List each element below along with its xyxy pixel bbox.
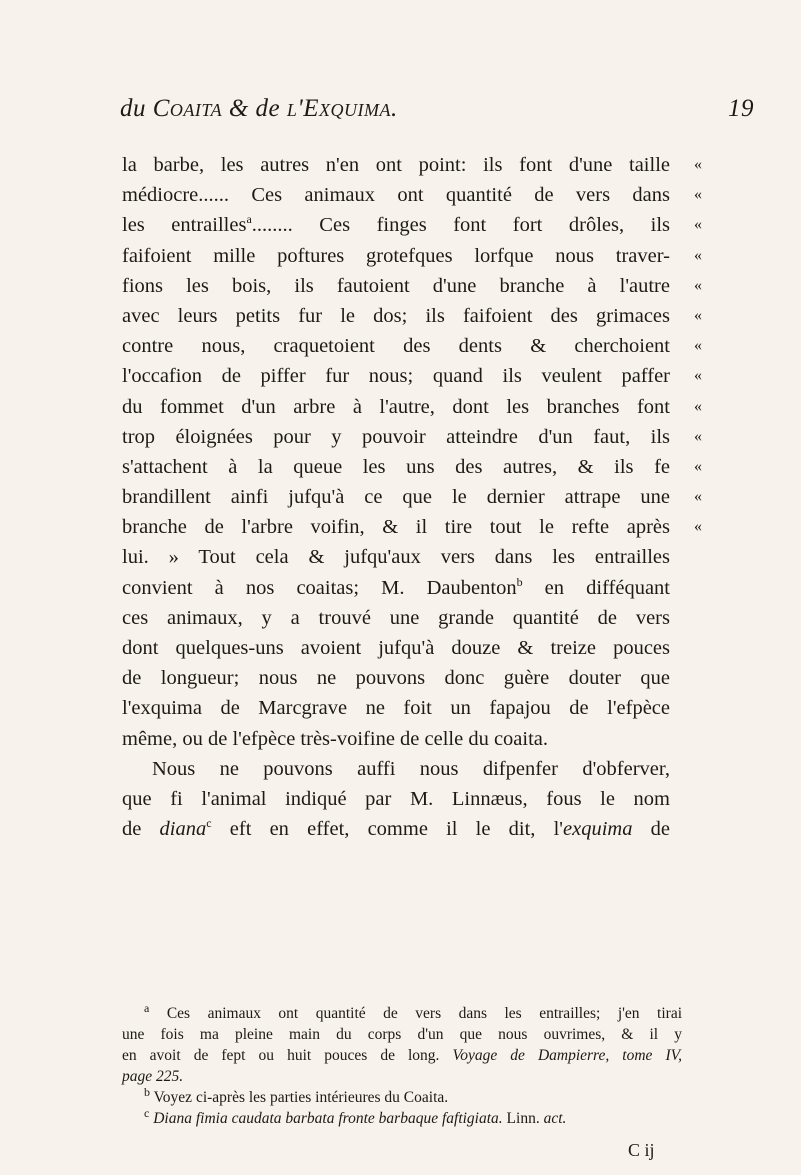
text-line-content: s'attachent à la queue les uns des autres, & ils fe: [122, 455, 670, 478]
text-line: [122, 150, 702, 180]
text-line-content: les entrailles: [122, 214, 247, 237]
text-line: [122, 210, 702, 240]
footnotes: [122, 1000, 683, 1129]
text-line: [122, 724, 670, 754]
text-line-content: brandillent ainfi jufqu'à ce que le dernier attrape une: [122, 486, 670, 509]
text-line-content: convient à nos coaitas; M. Daubenton: [122, 576, 517, 599]
quotation-guillemet: «: [694, 306, 702, 324]
italic-word: diana: [159, 818, 207, 841]
text-line: [122, 361, 702, 391]
quotation-guillemet: «: [694, 488, 702, 506]
footnote-c-text: Diana fimia caudata barbata fronte barbaque faftigiata.: [153, 1110, 503, 1127]
text-line: [122, 241, 702, 271]
signature-mark: C ij: [628, 1140, 655, 1160]
body-text: [122, 150, 702, 844]
running-head-amp: &: [228, 95, 249, 122]
text-line-continuation: en difféquant: [522, 576, 670, 599]
page-number: 19: [728, 95, 754, 122]
footnote-a-citation: Voyage de Dampierre, tome IV,: [452, 1047, 682, 1064]
text-line-content: dont quelques-uns avoient jufqu'à douze & treize pouces: [122, 637, 670, 659]
quotation-guillemet: «: [694, 427, 702, 445]
text-line: [122, 693, 670, 723]
text-line-tail: de: [632, 818, 671, 841]
text-line-continuation: eft en effet, comme il le dit, l': [211, 818, 564, 841]
text-line: [122, 482, 702, 512]
text-line: [122, 331, 702, 361]
footnote-c-line: [122, 1105, 682, 1129]
text-line-content: la barbe, les autres n'en ont point: ils font d'une taille: [122, 154, 670, 176]
footnote-c-marker: c: [144, 1105, 150, 1120]
quotation-guillemet: «: [694, 457, 702, 475]
text-line-content: de longueur; nous ne pouvons donc guère douter que: [122, 667, 670, 690]
quotation-guillemet: «: [694, 276, 702, 294]
text-line-content: même, ou de l'efpèce très-voifine de celle du coaita.: [122, 727, 549, 750]
text-line-content: lui. » Tout cela & jufqu'aux vers dans les entrailles: [122, 546, 670, 569]
text-line-content: du fommet d'un arbre à l'autre, dont les branches font: [122, 395, 670, 418]
text-line-content: ces animaux, y a trouvé une grande quantité de vers: [122, 606, 670, 629]
text-line-content: médiocre...... Ces animaux ont quantité de vers dans: [122, 184, 670, 207]
text-line-content: branche de l'arbre voifin, & il tire tout le refte après: [122, 516, 670, 539]
text-line-content: que fi l'animal indiqué par M. Linnæus, fous le nom: [122, 787, 670, 810]
running-head-coaita: Coaita: [152, 95, 223, 122]
text-line: [122, 271, 702, 301]
running-head-exquima: l'Exquima.: [286, 95, 398, 122]
footnote-a-line: [122, 1000, 683, 1024]
text-line: [122, 452, 702, 482]
quotation-guillemet: «: [694, 186, 702, 204]
footnote-a-line-3: [122, 1045, 682, 1066]
quotation-guillemet: «: [694, 518, 702, 536]
text-line-content: avec leurs petits fur le dos; ils faifoient des grimaces: [122, 304, 670, 327]
text-line: [122, 512, 702, 542]
text-line: [122, 663, 670, 693]
text-line-content: de: [122, 818, 160, 841]
quotation-guillemet: «: [694, 337, 702, 355]
italic-word: exquima: [563, 818, 633, 841]
running-head-de: de: [255, 95, 281, 122]
quotation-guillemet: «: [694, 397, 702, 415]
quotation-guillemet: «: [694, 156, 702, 173]
quotation-guillemet: «: [694, 246, 702, 264]
text-line: [122, 301, 702, 331]
text-line-continuation: ........ Ces finges font fort drôles, ils: [251, 214, 670, 237]
footnote-reference: c: [206, 816, 212, 831]
text-line: [122, 754, 670, 784]
text-line: [122, 633, 670, 663]
text-line: [122, 392, 702, 422]
footnote-a-text-2: une fois ma pleine main du corps d'un que nous ouvrimes, & il y: [122, 1026, 682, 1043]
text-line: [122, 542, 670, 572]
footnote-a-text-3: en avoit de fept ou huit pouces de long.: [122, 1047, 440, 1064]
text-line: [122, 784, 670, 814]
text-line: [122, 603, 670, 633]
footnote-b-marker: b: [144, 1084, 150, 1099]
quotation-guillemet: «: [694, 216, 702, 234]
running-head: [120, 95, 754, 123]
footnote-reference: b: [516, 574, 523, 589]
text-line-content: faifoient mille poftures grotefques lorfque nous traver-: [122, 244, 670, 267]
footnote-a-text-1: Ces animaux ont quantité de vers dans les entrailles; j'en tirai: [166, 1005, 683, 1022]
footnote-a-line-4: [122, 1066, 682, 1087]
text-line: [122, 180, 702, 210]
footnote-b-line: [122, 1084, 682, 1108]
footnote-a-marker: a: [144, 1000, 150, 1015]
footnote-b-text: Voyez ci-après les parties intérieures du Coaita.: [153, 1089, 449, 1106]
text-line-content: l'occafion de piffer fur nous; quand ils veulent paffer: [122, 365, 670, 388]
text-line: [122, 422, 702, 452]
running-head-du: du: [120, 95, 146, 122]
quotation-guillemet: «: [694, 367, 702, 385]
footnote-a-page: page 225.: [122, 1068, 184, 1085]
text-line-content: fions les bois, ils fautoient d'une branche à l'autre: [122, 274, 670, 297]
footnote-reference: a: [246, 212, 252, 227]
text-line: [122, 814, 670, 844]
text-line-content: Nous ne pouvons auffi nous difpenfer d'obferver,: [152, 757, 670, 780]
text-line-content: trop éloignées pour y pouvoir atteindre d'un faut, ils: [122, 425, 670, 448]
footnote-c-act: act.: [543, 1110, 567, 1127]
text-line: [122, 573, 670, 603]
footnote-c-linn: Linn.: [506, 1110, 540, 1127]
text-line-content: l'exquima de Marcgrave ne foit un fapajou de l'efpèce: [122, 697, 670, 720]
text-line-content: contre nous, craquetoient des dents & cherchoient: [122, 335, 670, 358]
